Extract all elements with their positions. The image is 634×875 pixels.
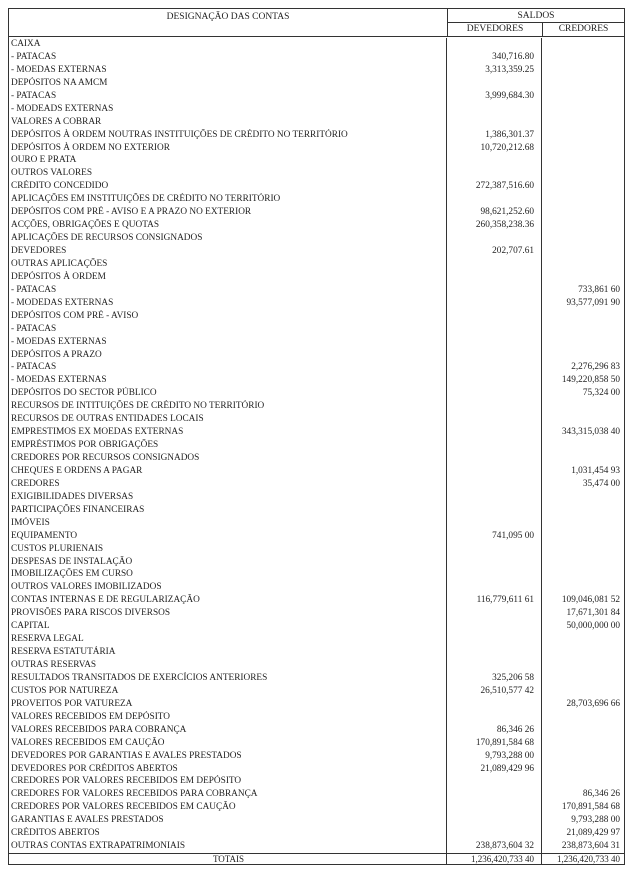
account-name: DEPÓSITOS COM PRÉ - AVISO E A PRAZO NO EXTERIOR bbox=[9, 206, 447, 219]
table-row bbox=[9, 763, 624, 776]
account-name: OURO E PRATA bbox=[9, 154, 447, 167]
credit-balance bbox=[542, 568, 624, 581]
table-row bbox=[9, 219, 624, 232]
debit-balance bbox=[447, 426, 542, 439]
credit-balance bbox=[542, 724, 624, 737]
account-name: PROVISÕES PARA RISCOS DIVERSOS bbox=[9, 607, 447, 620]
credit-balance bbox=[542, 90, 624, 103]
debit-balance bbox=[447, 814, 542, 827]
table-row bbox=[9, 349, 624, 362]
credit-balance bbox=[542, 672, 624, 685]
table-row bbox=[9, 297, 624, 310]
debit-balance bbox=[447, 387, 542, 400]
debit-balance bbox=[447, 775, 542, 788]
credit-balance bbox=[542, 349, 624, 362]
account-name: EMPRÉSTIMOS POR OBRIGAÇÕES bbox=[9, 439, 447, 452]
table-row bbox=[9, 737, 624, 750]
account-name: DEVEDORES POR GARANTIAS E AVALES PRESTADOS bbox=[9, 750, 447, 763]
account-name: CREDORES POR VALORES RECEBIDOS EM CAUÇÃO bbox=[9, 801, 447, 814]
table-row bbox=[9, 698, 624, 711]
table-row bbox=[9, 607, 624, 620]
table-row bbox=[9, 77, 624, 90]
debit-balance bbox=[447, 568, 542, 581]
account-name: RECURSOS DE INTITUIÇÕES DE CRÉDITO NO TERRITÓRIO bbox=[9, 400, 447, 413]
debit-balance bbox=[447, 413, 542, 426]
account-name: - MODEADS EXTERNAS bbox=[9, 103, 447, 116]
credit-balance bbox=[542, 180, 624, 193]
credit-balance: 28,703,696 66 bbox=[566, 698, 620, 709]
account-name: OUTROS VALORES IMOBILIZADOS bbox=[9, 581, 447, 594]
debit-balance bbox=[447, 543, 542, 556]
credit-balance bbox=[542, 711, 624, 724]
account-name: PROVEITOS POR VATUREZA bbox=[9, 698, 447, 711]
account-name: - MOEDAS EXTERNAS bbox=[9, 336, 447, 349]
debit-balance: 1,386,301.37 bbox=[447, 129, 542, 142]
credit-balance: 21,089,429 97 bbox=[566, 828, 620, 839]
account-name: CUSTOS PLURIENAIS bbox=[9, 543, 447, 556]
account-name: - MOEDAS EXTERNAS bbox=[9, 64, 447, 77]
totals-row bbox=[9, 853, 624, 864]
debit-balance bbox=[447, 400, 542, 413]
debit-balance bbox=[447, 38, 542, 51]
table-row bbox=[9, 724, 624, 737]
table-row bbox=[9, 465, 624, 478]
account-name: RESULTADOS TRANSITADOS DE EXERCÍCIOS ANTERIORES bbox=[9, 672, 447, 685]
table-row bbox=[9, 788, 624, 801]
account-name: - PATACAS bbox=[9, 51, 447, 64]
credit-balance bbox=[542, 543, 624, 556]
debit-balance: 340,716.80 bbox=[447, 51, 542, 64]
credit-balance bbox=[542, 336, 624, 349]
debit-balance: 9,793,288 00 bbox=[447, 750, 542, 763]
table-row bbox=[9, 750, 624, 763]
account-name: CHEQUES E ORDENS A PAGAR bbox=[9, 465, 447, 478]
account-name: DEPÓSITOS COM PRÉ - AVISO bbox=[9, 310, 447, 323]
totals-label: TOTAIS bbox=[9, 854, 447, 864]
debit-balance bbox=[447, 349, 542, 362]
totals-debit: 1,236,420,733 40 bbox=[447, 854, 542, 864]
debit-balance: 3,313,359.25 bbox=[447, 64, 542, 77]
debit-balance bbox=[447, 103, 542, 116]
account-name: DEPÓSITOS À ORDEM NO EXTERIOR bbox=[9, 142, 447, 155]
credit-balance: 93,577,091 90 bbox=[566, 297, 620, 308]
table-row bbox=[9, 568, 624, 581]
credit-balance bbox=[542, 51, 624, 64]
credit-balance bbox=[542, 167, 624, 180]
credit-balance bbox=[542, 685, 624, 698]
table-row bbox=[9, 90, 624, 103]
credit-balance: 86,346 26 bbox=[582, 789, 620, 800]
credit-balance bbox=[542, 232, 624, 245]
credit-balance bbox=[542, 491, 624, 504]
credit-balance bbox=[542, 193, 624, 206]
account-name: OUTRAS RESERVAS bbox=[9, 659, 447, 672]
account-name: CONTAS INTERNAS E DE REGULARIZAÇÃO bbox=[9, 594, 447, 607]
account-name: DEPÓSITOS À ORDEM bbox=[9, 271, 447, 284]
debit-balance: 272,387,516.60 bbox=[447, 180, 542, 193]
table-row bbox=[9, 827, 624, 840]
table-row bbox=[9, 245, 624, 258]
credit-balance bbox=[542, 413, 624, 426]
credit-balance: 35,474 00 bbox=[582, 478, 620, 489]
table-row bbox=[9, 646, 624, 659]
table-row bbox=[9, 232, 624, 245]
credit-balance: 9,793,288 00 bbox=[571, 815, 620, 826]
account-name: OUTRAS APLICAÇÕES bbox=[9, 258, 447, 271]
credit-balance: 733,861 60 bbox=[578, 284, 620, 295]
debit-balance: 3,999,684.30 bbox=[447, 90, 542, 103]
header-debit: DEVEDORES bbox=[448, 23, 543, 36]
header-balances: SALDOS bbox=[448, 9, 624, 23]
debit-balance bbox=[447, 232, 542, 245]
credit-balance: 17,671,301 84 bbox=[566, 608, 620, 619]
credit-balance: 75,324 00 bbox=[582, 388, 620, 399]
credit-balance: 50,000,000 00 bbox=[566, 621, 620, 632]
credit-balance bbox=[542, 258, 624, 271]
debit-balance bbox=[447, 659, 542, 672]
table-row bbox=[9, 400, 624, 413]
debit-balance: 21,089,429 96 bbox=[447, 763, 542, 776]
account-name: ACÇÕES, OBRIGAÇÕES E QUOTAS bbox=[9, 219, 447, 232]
table-row bbox=[9, 543, 624, 556]
credit-balance bbox=[542, 517, 624, 530]
account-name: CREDORES bbox=[9, 478, 447, 491]
debit-balance: 238,873,604 32 bbox=[447, 840, 542, 853]
debit-balance bbox=[447, 646, 542, 659]
table-row bbox=[9, 116, 624, 129]
table-row bbox=[9, 310, 624, 323]
account-name: APLICAÇÕES DE RECURSOS CONSIGNADOS bbox=[9, 232, 447, 245]
account-name: VALORES RECEBIDOS EM CAUÇÃO bbox=[9, 737, 447, 750]
totals-credit: 1,236,420,733 40 bbox=[557, 854, 620, 865]
account-name: DEVEDORES POR CRÉDITOS ABERTOS bbox=[9, 763, 447, 776]
debit-balance: 170,891,584 68 bbox=[447, 737, 542, 750]
debit-balance: 86,346 26 bbox=[447, 724, 542, 737]
table-row bbox=[9, 594, 624, 607]
account-name: VALORES RECEBIDOS PARA COBRANÇA bbox=[9, 724, 447, 737]
debit-balance bbox=[447, 491, 542, 504]
debit-balance bbox=[447, 323, 542, 336]
credit-balance bbox=[542, 763, 624, 776]
debit-balance: 10,720,212.68 bbox=[447, 142, 542, 155]
debit-balance: 202,707.61 bbox=[447, 245, 542, 258]
credit-balance bbox=[542, 103, 624, 116]
account-name: OUTRAS CONTAS EXTRAPATRIMONIAIS bbox=[9, 840, 447, 853]
table-row bbox=[9, 103, 624, 116]
credit-balance: 343,315,038 40 bbox=[561, 427, 620, 438]
credit-balance: 170,891,584 68 bbox=[561, 802, 620, 813]
account-name: CAPITAL bbox=[9, 620, 447, 633]
debit-balance bbox=[447, 193, 542, 206]
table-row bbox=[9, 167, 624, 180]
account-name: DEPÓSITOS À ORDEM NOUTRAS INSTITUIÇÕES DE CRÉDITO NO TERRITÓRIO bbox=[9, 129, 447, 142]
table-body bbox=[9, 37, 624, 853]
debit-balance: 116,779,611 61 bbox=[447, 594, 542, 607]
account-name: DEPÓSITOS A PRAZO bbox=[9, 349, 447, 362]
debit-balance: 98,621,252.60 bbox=[447, 206, 542, 219]
debit-balance bbox=[447, 556, 542, 569]
table-row bbox=[9, 439, 624, 452]
account-name: VALORES RECEBIDOS EM DEPÓSITO bbox=[9, 711, 447, 724]
account-name: - PATACAS bbox=[9, 361, 447, 374]
table-header bbox=[9, 9, 624, 37]
account-name: - MODEDAS EXTERNAS bbox=[9, 297, 447, 310]
table-row bbox=[9, 413, 624, 426]
credit-balance bbox=[542, 77, 624, 90]
table-row bbox=[9, 374, 624, 387]
table-row bbox=[9, 180, 624, 193]
credit-balance: 1,031,454 93 bbox=[571, 465, 620, 476]
account-name: EMPRESTIMOS EX MOEDAS EXTERNAS bbox=[9, 426, 447, 439]
table-row bbox=[9, 556, 624, 569]
account-name: CREDORES POR VALORES RECEBIDOS EM DEPÓSITO bbox=[9, 775, 447, 788]
credit-balance bbox=[542, 452, 624, 465]
account-name: DEPÓSITOS DO SECTOR PÚBLICO bbox=[9, 387, 447, 400]
debit-balance bbox=[447, 633, 542, 646]
account-name: RESERVA ESTATUTÁRIA bbox=[9, 646, 447, 659]
account-name: CREDORES POR RECURSOS CONSIGNADOS bbox=[9, 452, 447, 465]
account-name: DEVEDORES bbox=[9, 245, 447, 258]
debit-balance bbox=[447, 711, 542, 724]
credit-balance bbox=[542, 323, 624, 336]
credit-balance bbox=[542, 530, 624, 543]
table-row bbox=[9, 38, 624, 51]
debit-balance bbox=[447, 452, 542, 465]
table-row bbox=[9, 775, 624, 788]
debit-balance bbox=[447, 517, 542, 530]
debit-balance bbox=[447, 154, 542, 167]
account-name: EXIGIBILIDADES DIVERSAS bbox=[9, 491, 447, 504]
debit-balance bbox=[447, 336, 542, 349]
table-row bbox=[9, 814, 624, 827]
header-balances-group bbox=[448, 9, 624, 36]
debit-balance bbox=[447, 607, 542, 620]
credit-balance bbox=[542, 400, 624, 413]
debit-balance bbox=[447, 167, 542, 180]
debit-balance bbox=[447, 465, 542, 478]
account-name: PARTICIPAÇÕES FINANCEIRAS bbox=[9, 504, 447, 517]
credit-balance bbox=[542, 439, 624, 452]
account-name: CUSTOS POR NATUREZA bbox=[9, 685, 447, 698]
debit-balance bbox=[447, 77, 542, 90]
debit-balance bbox=[447, 504, 542, 517]
credit-balance: 149,220,858 50 bbox=[561, 375, 620, 386]
credit-balance: 2,276,296 83 bbox=[571, 362, 620, 373]
debit-balance bbox=[447, 439, 542, 452]
account-name: OUTROS VALORES bbox=[9, 167, 447, 180]
table-row bbox=[9, 517, 624, 530]
debit-balance: 325,206 58 bbox=[447, 672, 542, 685]
credit-balance bbox=[542, 206, 624, 219]
credit-balance bbox=[542, 38, 624, 51]
table-row bbox=[9, 284, 624, 297]
table-row bbox=[9, 530, 624, 543]
debit-balance bbox=[447, 258, 542, 271]
table-row bbox=[9, 51, 624, 64]
account-name: - PATACAS bbox=[9, 90, 447, 103]
account-name: IMOBILIZAÇÕES EM CURSO bbox=[9, 568, 447, 581]
table-row bbox=[9, 336, 624, 349]
debit-balance bbox=[447, 698, 542, 711]
credit-balance: 109,046,081 52 bbox=[561, 595, 620, 606]
debit-balance bbox=[447, 581, 542, 594]
debit-balance bbox=[447, 284, 542, 297]
credit-balance bbox=[542, 116, 624, 129]
table-row bbox=[9, 452, 624, 465]
account-name: VALORES A COBRAR bbox=[9, 116, 447, 129]
table-row bbox=[9, 659, 624, 672]
table-row bbox=[9, 840, 624, 853]
table-row bbox=[9, 633, 624, 646]
header-credit: CREDORES bbox=[558, 24, 609, 34]
header-designation: DESIGNAÇÃO DAS CONTAS bbox=[9, 9, 448, 36]
credit-balance bbox=[542, 775, 624, 788]
credit-balance: 238,873,604 31 bbox=[561, 841, 620, 852]
credit-balance bbox=[542, 556, 624, 569]
debit-balance bbox=[447, 788, 542, 801]
table-row bbox=[9, 193, 624, 206]
table-row bbox=[9, 64, 624, 77]
debit-balance bbox=[447, 116, 542, 129]
account-name: CRÉDITOS ABERTOS bbox=[9, 827, 447, 840]
account-name: GARANTIAS E AVALES PRESTADOS bbox=[9, 814, 447, 827]
account-name: IMÓVEIS bbox=[9, 517, 447, 530]
table-row bbox=[9, 361, 624, 374]
debit-balance: 26,510,577 42 bbox=[447, 685, 542, 698]
table-row bbox=[9, 323, 624, 336]
account-name: EQUIPAMENTO bbox=[9, 530, 447, 543]
table-row bbox=[9, 426, 624, 439]
table-row bbox=[9, 491, 624, 504]
debit-balance: 260,358,238.36 bbox=[447, 219, 542, 232]
account-name: CRÉDITO CONCEDIDO bbox=[9, 180, 447, 193]
account-name: DESPESAS DE INSTALAÇÃO bbox=[9, 556, 447, 569]
account-name: CREDORES FOR VALORES RECEBIDOS PARA COBRANÇA bbox=[9, 788, 447, 801]
table-row bbox=[9, 154, 624, 167]
table-row bbox=[9, 258, 624, 271]
table-row bbox=[9, 711, 624, 724]
account-name: RESERVA LEGAL bbox=[9, 633, 447, 646]
account-name: APLICAÇÕES EM INSTITUIÇÕES DE CRÉDITO NO TERRITÓRIO bbox=[9, 193, 447, 206]
table-row bbox=[9, 672, 624, 685]
credit-balance bbox=[542, 271, 624, 284]
table-row bbox=[9, 129, 624, 142]
credit-balance bbox=[542, 581, 624, 594]
table-row bbox=[9, 504, 624, 517]
table-row bbox=[9, 685, 624, 698]
table-row bbox=[9, 387, 624, 400]
credit-balance bbox=[542, 633, 624, 646]
table-row bbox=[9, 478, 624, 491]
credit-balance bbox=[542, 245, 624, 258]
account-name: - MOEDAS EXTERNAS bbox=[9, 374, 447, 387]
debit-balance bbox=[447, 620, 542, 633]
credit-balance bbox=[542, 659, 624, 672]
credit-balance bbox=[542, 129, 624, 142]
account-name: CAIXA bbox=[9, 38, 447, 51]
debit-balance bbox=[447, 361, 542, 374]
table-row bbox=[9, 206, 624, 219]
account-name: - PATACAS bbox=[9, 284, 447, 297]
credit-balance bbox=[542, 64, 624, 77]
table-row bbox=[9, 271, 624, 284]
balance-table bbox=[8, 8, 625, 865]
credit-balance bbox=[542, 504, 624, 517]
table-row bbox=[9, 620, 624, 633]
credit-balance bbox=[542, 219, 624, 232]
debit-balance bbox=[447, 310, 542, 323]
credit-balance bbox=[542, 142, 624, 155]
table-row bbox=[9, 581, 624, 594]
debit-balance: 741,095 00 bbox=[447, 530, 542, 543]
table-row bbox=[9, 142, 624, 155]
debit-balance bbox=[447, 297, 542, 310]
credit-balance bbox=[542, 737, 624, 750]
credit-balance bbox=[542, 646, 624, 659]
credit-balance bbox=[542, 154, 624, 167]
debit-balance bbox=[447, 827, 542, 840]
table-row bbox=[9, 801, 624, 814]
debit-balance bbox=[447, 374, 542, 387]
credit-balance bbox=[542, 750, 624, 763]
account-name: DEPÓSITOS NA AMCM bbox=[9, 77, 447, 90]
debit-balance bbox=[447, 478, 542, 491]
account-name: RECURSOS DE OUTRAS ENTIDADES LOCAIS bbox=[9, 413, 447, 426]
credit-balance bbox=[542, 310, 624, 323]
debit-balance bbox=[447, 271, 542, 284]
debit-balance bbox=[447, 801, 542, 814]
account-name: - PATACAS bbox=[9, 323, 447, 336]
